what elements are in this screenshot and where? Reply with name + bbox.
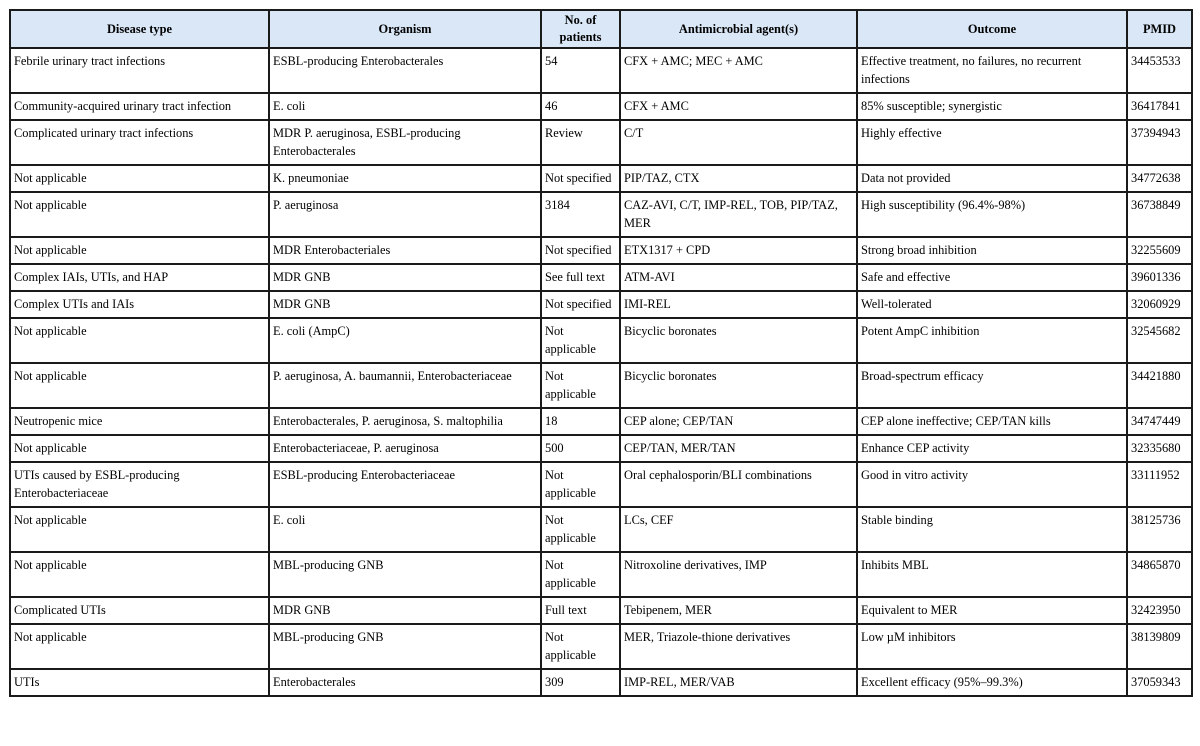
cell-outcome: Equivalent to MER <box>857 597 1127 624</box>
cell-no-of-patients: Not specified <box>541 291 620 318</box>
cell-antimicrobial-agents: LCs, CEF <box>620 507 857 552</box>
cell-disease-type: Not applicable <box>10 318 269 363</box>
cell-organism: E. coli <box>269 507 541 552</box>
table-row <box>10 363 1192 408</box>
cell-disease-type: Not applicable <box>10 552 269 597</box>
cell-pmid: 34421880 <box>1127 363 1192 408</box>
cell-outcome: Safe and effective <box>857 264 1127 291</box>
cell-organism: Enterobacterales <box>269 669 541 696</box>
cell-antimicrobial-agents: Bicyclic boronates <box>620 318 857 363</box>
cell-pmid: 32545682 <box>1127 318 1192 363</box>
table-row <box>10 192 1192 237</box>
cell-no-of-patients: Not specified <box>541 237 620 264</box>
cell-no-of-patients: 18 <box>541 408 620 435</box>
cell-no-of-patients: Not specified <box>541 165 620 192</box>
cell-organism: MBL-producing GNB <box>269 624 541 669</box>
cell-organism: E. coli (AmpC) <box>269 318 541 363</box>
cell-organism: MDR Enterobacteriales <box>269 237 541 264</box>
cell-disease-type: Complicated UTIs <box>10 597 269 624</box>
cell-organism: Enterobacterales, P. aeruginosa, S. maltophilia <box>269 408 541 435</box>
header-row <box>10 10 1192 48</box>
cell-organism: P. aeruginosa <box>269 192 541 237</box>
cell-no-of-patients: Not applicable <box>541 624 620 669</box>
table-row <box>10 435 1192 462</box>
cell-outcome: Strong broad inhibition <box>857 237 1127 264</box>
study-table <box>9 9 1193 697</box>
header-pmid: PMID <box>1127 10 1192 48</box>
table-row <box>10 669 1192 696</box>
table-row <box>10 120 1192 165</box>
cell-pmid: 32255609 <box>1127 237 1192 264</box>
cell-antimicrobial-agents: Nitroxoline derivatives, IMP <box>620 552 857 597</box>
cell-organism: MDR GNB <box>269 264 541 291</box>
cell-antimicrobial-agents: CEP alone; CEP/TAN <box>620 408 857 435</box>
header-organism: Organism <box>269 10 541 48</box>
cell-disease-type: Not applicable <box>10 507 269 552</box>
cell-disease-type: Community-acquired urinary tract infection <box>10 93 269 120</box>
cell-disease-type: Not applicable <box>10 624 269 669</box>
cell-pmid: 36738849 <box>1127 192 1192 237</box>
cell-antimicrobial-agents: CEP/TAN, MER/TAN <box>620 435 857 462</box>
cell-organism: E. coli <box>269 93 541 120</box>
cell-pmid: 32335680 <box>1127 435 1192 462</box>
table-body <box>10 48 1192 696</box>
cell-disease-type: Complex UTIs and IAIs <box>10 291 269 318</box>
cell-disease-type: Complex IAIs, UTIs, and HAP <box>10 264 269 291</box>
cell-no-of-patients: 46 <box>541 93 620 120</box>
cell-outcome: Good in vitro activity <box>857 462 1127 507</box>
cell-organism: ESBL-producing Enterobacterales <box>269 48 541 93</box>
cell-no-of-patients: Review <box>541 120 620 165</box>
cell-no-of-patients: Not applicable <box>541 507 620 552</box>
header-disease-type: Disease type <box>10 10 269 48</box>
cell-outcome: Enhance CEP activity <box>857 435 1127 462</box>
cell-antimicrobial-agents: IMP-REL, MER/VAB <box>620 669 857 696</box>
cell-pmid: 37059343 <box>1127 669 1192 696</box>
cell-pmid: 33111952 <box>1127 462 1192 507</box>
header-outcome: Outcome <box>857 10 1127 48</box>
table-row <box>10 93 1192 120</box>
cell-outcome: Data not provided <box>857 165 1127 192</box>
cell-antimicrobial-agents: MER, Triazole-thione derivatives <box>620 624 857 669</box>
cell-organism: MDR P. aeruginosa, ESBL-producing Enterobacterales <box>269 120 541 165</box>
cell-disease-type: UTIs caused by ESBL-producing Enterobacteriaceae <box>10 462 269 507</box>
cell-antimicrobial-agents: C/T <box>620 120 857 165</box>
cell-disease-type: Not applicable <box>10 165 269 192</box>
cell-outcome: Highly effective <box>857 120 1127 165</box>
cell-no-of-patients: Not applicable <box>541 462 620 507</box>
cell-disease-type: Not applicable <box>10 237 269 264</box>
cell-pmid: 37394943 <box>1127 120 1192 165</box>
table-row <box>10 408 1192 435</box>
table-row <box>10 165 1192 192</box>
cell-organism: P. aeruginosa, A. baumannii, Enterobacteriaceae <box>269 363 541 408</box>
cell-no-of-patients: Not applicable <box>541 318 620 363</box>
cell-disease-type: Complicated urinary tract infections <box>10 120 269 165</box>
cell-disease-type: Febrile urinary tract infections <box>10 48 269 93</box>
table-row <box>10 48 1192 93</box>
cell-no-of-patients: See full text <box>541 264 620 291</box>
table-row <box>10 597 1192 624</box>
cell-outcome: Stable binding <box>857 507 1127 552</box>
cell-pmid: 32060929 <box>1127 291 1192 318</box>
cell-outcome: High susceptibility (96.4%-98%) <box>857 192 1127 237</box>
cell-pmid: 36417841 <box>1127 93 1192 120</box>
cell-outcome: Broad-spectrum efficacy <box>857 363 1127 408</box>
cell-disease-type: UTIs <box>10 669 269 696</box>
cell-no-of-patients: Not applicable <box>541 552 620 597</box>
cell-outcome: Inhibits MBL <box>857 552 1127 597</box>
table-row <box>10 552 1192 597</box>
cell-antimicrobial-agents: Tebipenem, MER <box>620 597 857 624</box>
table-row <box>10 462 1192 507</box>
cell-pmid: 34453533 <box>1127 48 1192 93</box>
cell-antimicrobial-agents: CFX + AMC; MEC + AMC <box>620 48 857 93</box>
cell-outcome: Effective treatment, no failures, no recurrent infections <box>857 48 1127 93</box>
cell-no-of-patients: Full text <box>541 597 620 624</box>
cell-outcome: CEP alone ineffective; CEP/TAN kills <box>857 408 1127 435</box>
cell-antimicrobial-agents: Bicyclic boronates <box>620 363 857 408</box>
cell-outcome: Potent AmpC inhibition <box>857 318 1127 363</box>
header-no-of-patients: No. of patients <box>541 10 620 48</box>
table-row <box>10 291 1192 318</box>
cell-disease-type: Not applicable <box>10 192 269 237</box>
cell-outcome: Low µM inhibitors <box>857 624 1127 669</box>
cell-organism: ESBL-producing Enterobacteriaceae <box>269 462 541 507</box>
cell-antimicrobial-agents: CAZ-AVI, C/T, IMP-REL, TOB, PIP/TAZ, MER <box>620 192 857 237</box>
cell-no-of-patients: 500 <box>541 435 620 462</box>
table-row <box>10 237 1192 264</box>
cell-no-of-patients: 54 <box>541 48 620 93</box>
cell-no-of-patients: Not applicable <box>541 363 620 408</box>
cell-outcome: 85% susceptible; synergistic <box>857 93 1127 120</box>
cell-pmid: 38139809 <box>1127 624 1192 669</box>
cell-pmid: 34772638 <box>1127 165 1192 192</box>
cell-organism: K. pneumoniae <box>269 165 541 192</box>
table-row <box>10 264 1192 291</box>
cell-organism: Enterobacteriaceae, P. aeruginosa <box>269 435 541 462</box>
cell-organism: MDR GNB <box>269 291 541 318</box>
cell-no-of-patients: 309 <box>541 669 620 696</box>
cell-pmid: 34865870 <box>1127 552 1192 597</box>
cell-organism: MBL-producing GNB <box>269 552 541 597</box>
cell-disease-type: Not applicable <box>10 435 269 462</box>
cell-pmid: 38125736 <box>1127 507 1192 552</box>
table-row <box>10 507 1192 552</box>
cell-antimicrobial-agents: CFX + AMC <box>620 93 857 120</box>
cell-pmid: 32423950 <box>1127 597 1192 624</box>
cell-organism: MDR GNB <box>269 597 541 624</box>
table-row <box>10 318 1192 363</box>
cell-antimicrobial-agents: PIP/TAZ, CTX <box>620 165 857 192</box>
cell-antimicrobial-agents: ATM-AVI <box>620 264 857 291</box>
cell-outcome: Well-tolerated <box>857 291 1127 318</box>
cell-antimicrobial-agents: Oral cephalosporin/BLI combinations <box>620 462 857 507</box>
table-row <box>10 624 1192 669</box>
cell-antimicrobial-agents: ETX1317 + CPD <box>620 237 857 264</box>
cell-pmid: 39601336 <box>1127 264 1192 291</box>
cell-antimicrobial-agents: IMI-REL <box>620 291 857 318</box>
cell-disease-type: Neutropenic mice <box>10 408 269 435</box>
cell-no-of-patients: 3184 <box>541 192 620 237</box>
cell-outcome: Excellent efficacy (95%–99.3%) <box>857 669 1127 696</box>
cell-disease-type: Not applicable <box>10 363 269 408</box>
cell-pmid: 34747449 <box>1127 408 1192 435</box>
header-antimicrobial-agents: Antimicrobial agent(s) <box>620 10 857 48</box>
